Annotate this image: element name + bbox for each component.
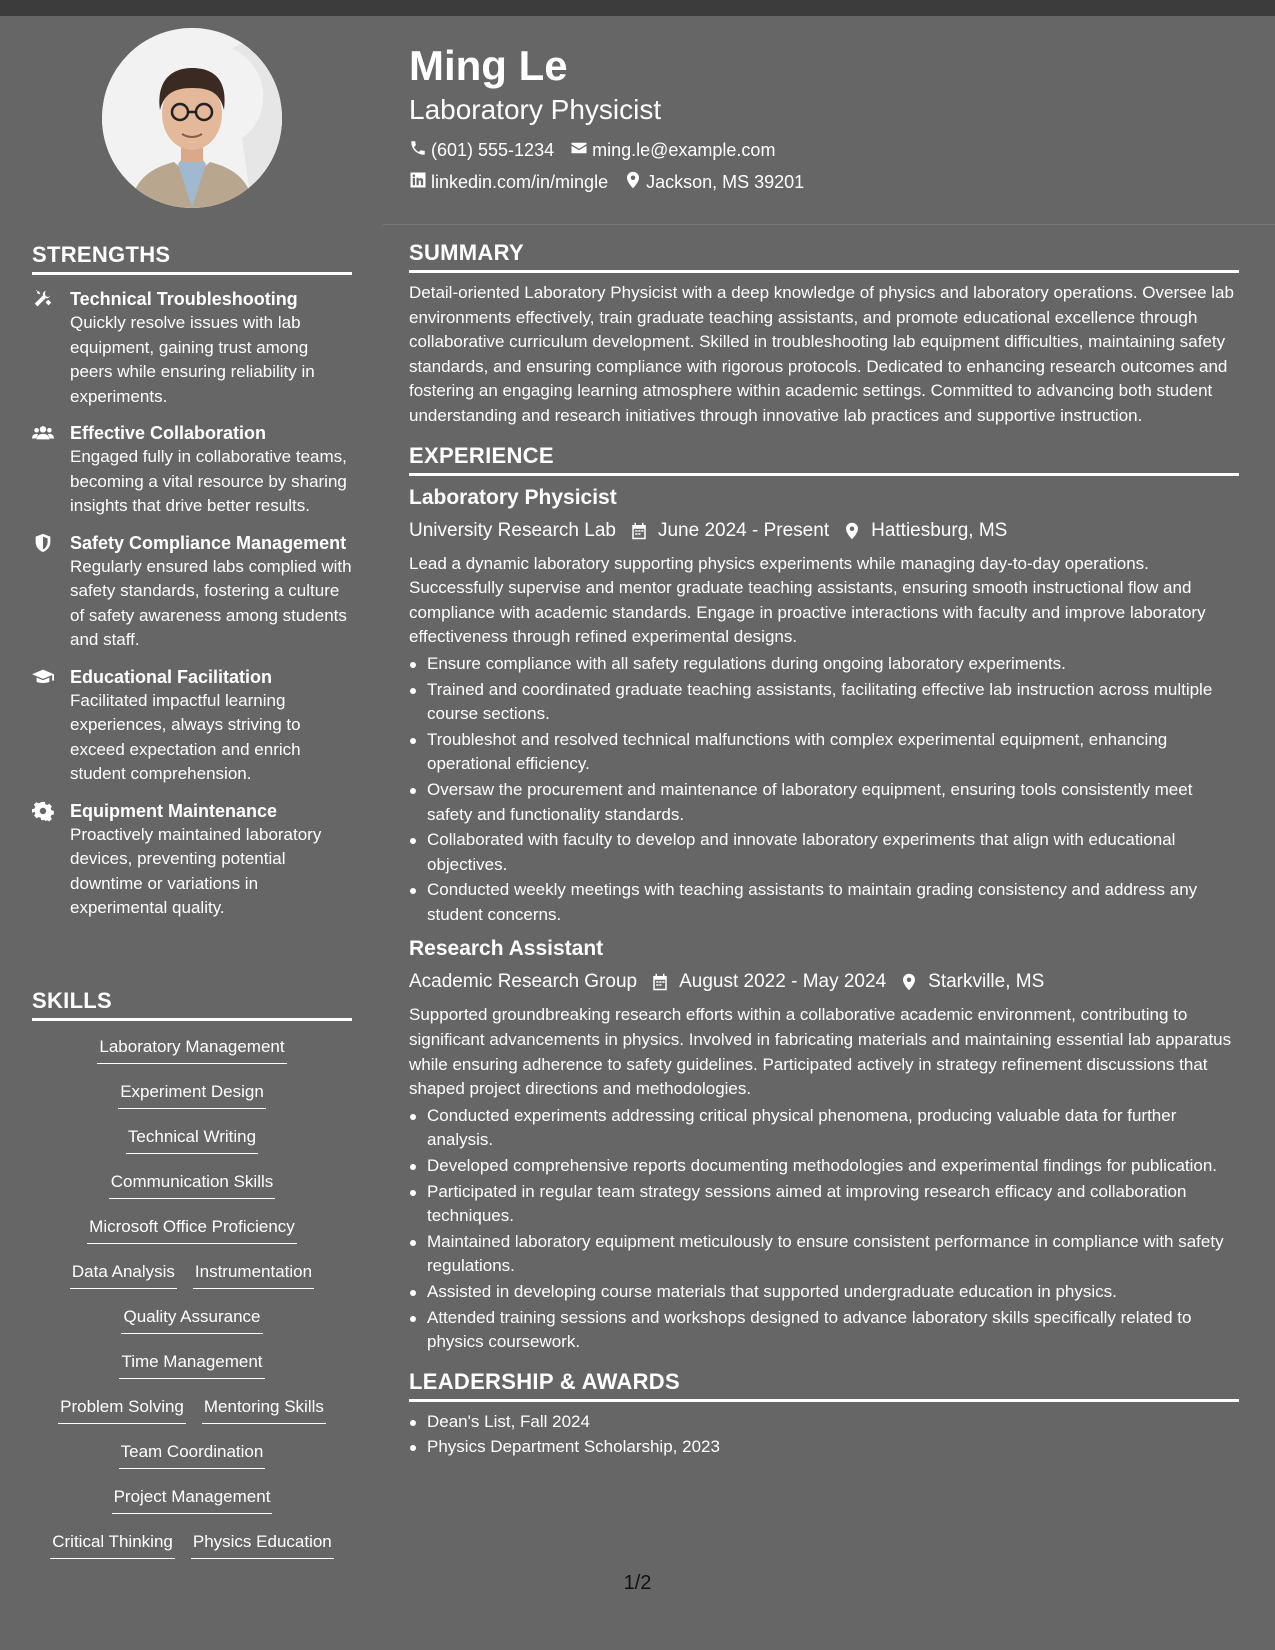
strength-title: Technical Troubleshooting (70, 289, 298, 309)
skill-tag: Instrumentation (193, 1260, 314, 1289)
main-content (409, 240, 1239, 1474)
contact-info (409, 134, 804, 198)
skill-tag: Experiment Design (118, 1080, 266, 1109)
job-bullets (409, 652, 1239, 928)
job-entry (409, 935, 1239, 1354)
skill-tag: Time Management (119, 1350, 264, 1379)
phone-icon (409, 139, 427, 162)
strength-title: Safety Compliance Management (70, 532, 347, 553)
bullet-item: Oversaw the procurement and maintenance of laboratory equipment, ensuring tools consistently meet safety and functionality standards. (409, 778, 1239, 827)
linkedin-icon (409, 171, 427, 194)
award-item: Dean's List, Fall 2024 (409, 1410, 1239, 1435)
strength-item (32, 531, 352, 653)
job-description: Supported groundbreaking research efforts within a collaborative academic environment, contributing to significant advancements in physics. Involved in fabricating materials and maintaining essential lab apparatus while ensuring adherence to safety guidelines. Participated actively in strategy refinement discussions that shaped project directions and methodologies. (409, 1005, 1232, 1099)
summary-text: Detail-oriented Laboratory Physicist with a deep knowledge of physics and laboratory operations. Oversee lab environments effectively, train graduate teaching assistants, and promote educational excellence through collaborative curriculum development. Skilled in troubleshooting lab equipment difficulties, maintaining safety standards, and ensuring compliance with rigorous protocols. Dedicated to enhancing research outcomes and fostering an engaging learning atmosphere within academic settings. Committed to advancing both student understanding and research initiatives through innovative lab practices and supportive instruction. (409, 283, 1234, 425)
skill-tag: Physics Education (191, 1530, 334, 1559)
experience-section (409, 443, 1239, 1355)
strengths-heading: STRENGTHS (32, 242, 352, 275)
map-pin-icon (900, 973, 918, 991)
job-meta (409, 967, 1239, 997)
graduation-cap-icon (32, 675, 54, 692)
profile-photo (102, 28, 282, 208)
skill-tag: Team Coordination (119, 1440, 266, 1469)
skills-list (32, 1035, 352, 1575)
bullet-item: Participated in regular team strategy sessions aimed at improving research efficacy and collaboration techniques. (409, 1180, 1239, 1229)
job-location: Hattiesburg, MS (871, 519, 1008, 541)
bullet-item: Ensure compliance with all safety regulations during ongoing laboratory experiments. (409, 652, 1239, 677)
job-description: Lead a dynamic laboratory supporting physics experiments while managing day-to-day operations. Successfully supervise and mentor graduate teaching assistants, ensuring smooth instructional flow and compliance with academic standards. Engage in proactive interactions with faculty and improve laboratory effectiveness through refined experimental designs. (409, 553, 1206, 647)
skill-tag: Laboratory Management (97, 1035, 286, 1064)
experience-heading: EXPERIENCE (409, 443, 1239, 476)
shield-icon (32, 541, 54, 558)
strength-item (32, 665, 352, 787)
envelope-icon (570, 139, 588, 162)
skill-tag: Project Management (112, 1485, 273, 1514)
skills-heading: SKILLS (32, 988, 352, 1021)
strength-item (32, 287, 352, 409)
job-title: Research Assistant (409, 937, 604, 961)
skills-section (32, 988, 352, 1575)
map-pin-icon (843, 522, 861, 540)
bullet-item: Conducted weekly meetings with teaching assistants to maintain grading consistency and address any student concerns. (409, 878, 1239, 927)
strengths-section (32, 242, 352, 921)
bullet-item: Troubleshot and resolved technical malfunctions with complex experimental equipment, enhancing operational efficiency. (409, 728, 1239, 777)
phone-text: (601) 555-1234 (431, 139, 555, 160)
bullet-item: Assisted in developing course materials that supported undergraduate education in physics. (409, 1280, 1239, 1305)
users-icon (32, 431, 54, 448)
award-item: Physics Department Scholarship, 2023 (409, 1435, 1239, 1460)
email-text: ming.le@example.com (592, 139, 776, 160)
summary-heading: SUMMARY (409, 240, 1239, 273)
bullet-item: Trained and coordinated graduate teaching assistants, facilitating effective lab instruction across multiple course sections. (409, 678, 1239, 727)
bullet-item: Collaborated with faculty to develop and innovate laboratory experiments that align with educational objectives. (409, 828, 1239, 877)
skill-tag: Critical Thinking (50, 1530, 175, 1559)
job-meta (409, 516, 1239, 546)
skill-tag: Quality Assurance (121, 1305, 262, 1334)
bullet-item: Maintained laboratory equipment meticulously to ensure consistent performance in compliance with safety regulations. (409, 1230, 1239, 1279)
strength-title: Equipment Maintenance (70, 800, 278, 821)
skill-tag: Communication Skills (109, 1170, 276, 1199)
awards-section (409, 1369, 1239, 1460)
header-divider (383, 224, 1275, 225)
strength-description: Engaged fully in collaborative teams, becoming a vital resource by sharing insights that drive better results. (70, 447, 347, 515)
strength-title: Educational Facilitation (70, 666, 273, 687)
calendar-icon (630, 522, 648, 540)
awards-list (409, 1410, 1239, 1460)
skill-tag: Data Analysis (70, 1260, 177, 1289)
contact-email (570, 139, 775, 162)
contact-phone (409, 139, 554, 162)
strength-description: Facilitated impactful learning experiences, always striving to exceed expectation and enrich student comprehension. (70, 690, 301, 783)
bullet-item: Attended training sessions and workshops designed to advance laboratory skills specifically related to physics coursework. (409, 1306, 1239, 1355)
skill-tag: Microsoft Office Proficiency (87, 1215, 297, 1244)
bullet-item: Conducted experiments addressing critical physical phenomena, producing valuable data for further analysis. (409, 1104, 1239, 1153)
calendar-icon (651, 973, 669, 991)
job-title: Laboratory Physicist (409, 485, 617, 509)
summary-section (409, 240, 1239, 429)
linkedin-text: linkedin.com/in/mingle (431, 171, 609, 192)
bullet-item: Developed comprehensive reports documenting methodologies and experimental findings for publication. (409, 1154, 1239, 1179)
job-company: Academic Research Group (409, 971, 638, 993)
job-entry (409, 484, 1239, 928)
contact-location (624, 171, 804, 194)
skill-tag: Problem Solving (58, 1395, 186, 1424)
page-number: 1/2 (623, 1572, 652, 1594)
map-pin-icon (624, 171, 642, 194)
strength-description: Proactively maintained laboratory devices, preventing potential downtime or variations in experimental quality. (70, 824, 322, 917)
strength-item (32, 421, 352, 519)
candidate-name: Ming Le (409, 42, 568, 89)
contact-linkedin (409, 171, 608, 194)
job-location: Starkville, MS (928, 971, 1045, 993)
top-bar (0, 0, 1275, 16)
awards-heading: LEADERSHIP & AWARDS (409, 1369, 1239, 1402)
job-dates: June 2024 - Present (657, 519, 830, 541)
strength-item (32, 799, 352, 921)
job-company: University Research Lab (409, 519, 616, 541)
strength-title: Effective Collaboration (70, 423, 267, 443)
strength-description: Quickly resolve issues with lab equipment, gaining trust among peers while ensuring reliability in experiments. (70, 313, 315, 406)
tools-icon (32, 297, 54, 314)
location-text: Jackson, MS 39201 (646, 171, 805, 192)
gear-icon (32, 809, 54, 826)
skill-tag: Technical Writing (126, 1125, 258, 1154)
skill-tag: Mentoring Skills (202, 1395, 326, 1424)
job-dates: August 2022 - May 2024 (679, 971, 887, 993)
strength-description: Regularly ensured labs complied with safety standards, fostering a culture of safety awareness among students and staff. (70, 556, 352, 649)
candidate-role: Laboratory Physicist (409, 94, 662, 125)
job-bullets (409, 1104, 1239, 1355)
